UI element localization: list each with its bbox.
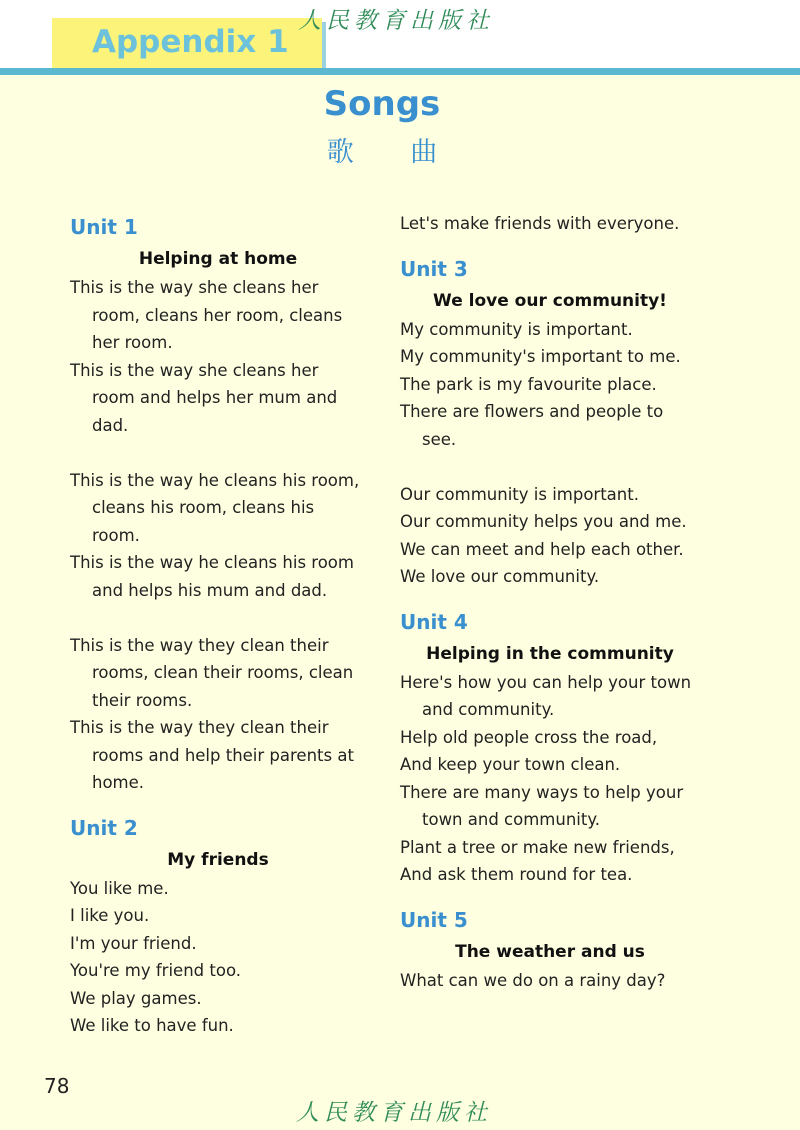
lyric-line: You like me. — [70, 878, 169, 898]
lyric-line: There are flowers and people to see. — [400, 402, 664, 449]
verse-break — [70, 439, 366, 467]
lyric-line: Help old people cross the road, — [400, 727, 658, 747]
page-title-chinese: 歌 曲 — [326, 137, 462, 168]
lyric-line: We love our community. — [400, 567, 600, 586]
lyric-line: We like to have fun. — [70, 1016, 234, 1035]
lyric-line: And ask them round for tea. — [400, 865, 633, 884]
song-title: Helping in the community — [426, 643, 674, 664]
lyric-line: This is the way she cleans her room and helps her mum and dad. — [70, 360, 338, 435]
lyric-line: There are many ways to help your town and community. — [400, 782, 684, 829]
lyric-line: Here's how you can help your town and community. — [400, 672, 692, 719]
unit-heading: Unit 5 — [400, 907, 468, 932]
lyric-line: This is the way he cleans his room, cleans his room, cleans his room. — [70, 470, 360, 545]
publisher-logo-top: 人民教育出版社 — [298, 8, 494, 34]
page-number: 78 — [44, 1074, 70, 1098]
publisher-logo-bottom: 人民教育出版社 — [296, 1100, 492, 1126]
lyric-line: What can we do on a rainy day? — [400, 970, 666, 990]
lyric-line: We can meet and help each other. — [400, 539, 684, 559]
right-column — [400, 210, 700, 994]
song-lyrics — [70, 875, 366, 1040]
left-column — [70, 210, 366, 1040]
song-title: Helping at home — [138, 249, 298, 269]
song-title: We love our community! — [433, 290, 667, 311]
lyric-line: This is the way he cleans his room and helps his mum and dad. — [70, 553, 354, 600]
song-lyrics-continued — [400, 210, 700, 238]
verse-break — [70, 604, 366, 632]
unit-heading: Unit 2 — [70, 815, 138, 840]
song-lyrics — [70, 274, 366, 797]
lyric-line: We play games. — [70, 988, 202, 1008]
lyric-line: Plant a tree or make new friends, — [400, 837, 675, 857]
lyric-line: This is the way they clean their rooms, clean their rooms, clean their rooms. — [70, 635, 354, 710]
lyric-line: I'm your friend. — [70, 933, 197, 953]
song-title: My friends — [167, 849, 269, 870]
song-lyrics — [400, 967, 700, 995]
lyric-line: I like you. — [70, 906, 150, 925]
lyric-line: Let's make friends with everyone. — [400, 214, 680, 233]
lyric-line: This is the way they clean their rooms and help their parents at home. — [70, 718, 354, 792]
lyric-line: You're my friend too. — [70, 961, 241, 980]
lyric-line: Our community helps you and me. — [400, 512, 687, 531]
unit-heading: Unit 4 — [400, 609, 468, 634]
header-divider — [0, 68, 800, 75]
lyric-line: And keep your town clean. — [400, 755, 621, 774]
lyric-line: The park is my favourite place. — [400, 374, 657, 394]
song-lyrics — [400, 669, 700, 889]
lyric-line: This is the way she cleans her room, cleans her room, cleans her room. — [70, 278, 343, 352]
page-title: Songs — [323, 84, 441, 124]
lyric-line: Our community is important. — [400, 484, 639, 504]
lyric-line: My community's important to me. — [400, 347, 681, 366]
appendix-label: Appendix 1 — [92, 24, 289, 60]
lyric-line: My community is important. — [400, 319, 633, 339]
song-lyrics — [400, 316, 700, 591]
unit-heading: Unit 1 — [70, 215, 138, 239]
verse-break — [400, 453, 700, 481]
unit-heading: Unit 3 — [400, 256, 468, 281]
song-title: The weather and us — [455, 941, 645, 962]
